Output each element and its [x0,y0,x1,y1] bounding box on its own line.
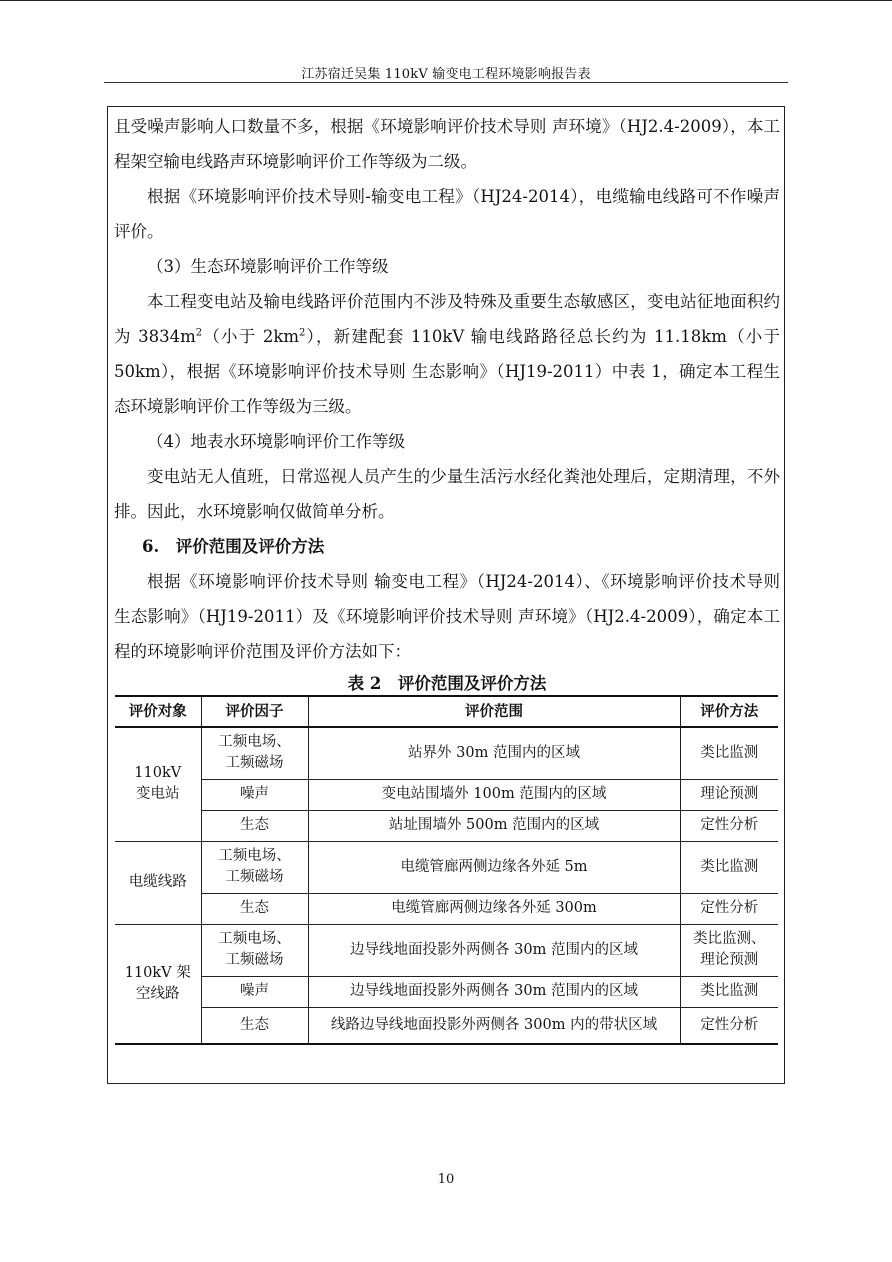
running-header: 江苏宿迁吴集 110kV 输变电工程环境影响报告表 [301,67,591,82]
paragraph-ecology-grade: 本工程变电站及输电线路评价范围内不涉及特殊及重要生态敏感区，变电站征地面积约为 $3834m^2$（小于 $2km^2$），新建配套 110kV 输电线路路径总长约为 11.18km（小于 50km），根据《环境影响评价技术导则 生态影响》（HJ19-2011）中表 1，确定本工程生态环境影响评价工作等级为三级。 [114,292,780,416]
paragraph-scope-intro: 根据《环境影响评价技术导则 输变电工程》（HJ24-2014）、《环境影响评价技术导则 生态影响》（HJ19-2011）及《环境影响评价技术导则 声环境》（HJ2.4-2009），确定本工程的环境影响评价范围及评价方法如下： [114,572,780,661]
factor-cell-line: 工频磁场 [225,755,284,772]
method-cell-line: 类比监测 [700,858,759,875]
paragraph-cable-noise: 根据《环境影响评价技术导则-输变电工程》（HJ24-2014），电缆输电线路可不作噪声评价。 [114,187,780,241]
table-row [115,893,778,924]
factor-cell-line: 工频磁场 [225,869,284,885]
method-cell-line: 类比监测 [700,744,759,761]
method-cell-line: 类比监测 [700,983,759,999]
method-cell-line: 定性分析 [700,900,759,916]
range-cell: 站界外 30m 范围内的区域 [308,727,680,779]
table-row [115,1007,778,1044]
header-cell: 评价对象 [115,696,201,727]
object-cell-line: 变电站 [136,786,180,803]
factor-cell-line: 生态 [240,900,269,916]
header-cell: 评价因子 [201,696,308,727]
method-cell [680,810,778,841]
method-cell-line: 类比监测、 [693,931,766,947]
factor-cell [201,779,308,810]
object-cell [115,924,201,1044]
range-cell: 变电站围墙外 100m 范围内的区域 [308,779,680,810]
subheading-water-grade: （4）地表水环境影响评价工作等级 [147,432,405,451]
header-rule [104,82,788,83]
object-cell-line: 空线路 [136,985,180,1002]
method-cell [680,779,778,810]
factor-cell-line: 工频磁场 [225,952,284,968]
method-cell-line: 理论预测 [700,952,759,968]
factor-cell-line: 噪声 [240,983,269,999]
evaluation-scope-table [115,695,778,1045]
top-border-line [0,0,892,1]
factor-cell [201,1007,308,1044]
range-cell: 边导线地面投影外两侧各 30m 范围内的区域 [308,924,680,976]
object-cell [115,727,201,841]
table-row [115,841,778,893]
table-row [115,727,778,779]
method-cell [680,841,778,893]
factor-cell-line: 生态 [240,1016,269,1033]
range-cell: 站址围墙外 500m 范围内的区域 [308,810,680,841]
table-caption: 表 2 评价范围及评价方法 [347,674,547,693]
header-cell: 评价范围 [308,696,680,727]
table-body [115,727,778,1044]
factor-cell-line: 生态 [240,817,269,833]
factor-cell [201,727,308,779]
factor-cell-line: 工频电场、 [218,848,291,864]
factor-cell-line: 工频电场、 [218,734,291,751]
object-cell-line: 110kV 架 [124,964,191,981]
paragraph-water-grade: 变电站无人值班，日常巡视人员产生的少量生活污水经化粪池处理后，定期清理，不外排。因此，水环境影响仅做简单分析。 [114,467,780,521]
method-cell-line: 定性分析 [700,817,759,833]
method-cell-line: 理论预测 [700,786,759,802]
page-number: 10 [437,1172,455,1187]
body-text [114,109,780,669]
object-cell [115,841,201,924]
table-row [115,924,778,976]
factor-cell [201,841,308,893]
table-row [115,779,778,810]
method-cell [680,727,778,779]
method-cell [680,924,778,976]
header-cell: 评价方法 [680,696,778,727]
object-cell-line: 110kV [134,765,182,782]
method-cell [680,976,778,1007]
range-cell: 边导线地面投影外两侧各 30m 范围内的区域 [308,976,680,1007]
factor-cell-line: 噪声 [240,786,269,802]
factor-cell [201,976,308,1007]
factor-cell-line: 工频电场、 [218,931,291,947]
range-cell: 线路边导线地面投影外两侧各 300m 内的带状区域 [308,1007,680,1044]
range-cell: 电缆管廊两侧边缘各外延 5m [308,841,680,893]
factor-cell [201,810,308,841]
section-heading-scope: 6. 评价范围及评价方法 [142,537,325,556]
table-row [115,976,778,1007]
factor-cell [201,893,308,924]
object-cell-line: 电缆线路 [128,874,187,890]
factor-cell [201,924,308,976]
paragraph-noise-grade: 且受噪声影响人口数量不多，根据《环境影响评价技术导则 声环境》（HJ2.4-2009），本工程架空输电线路声环境影响评价工作等级为二级。 [114,117,780,171]
method-cell [680,1007,778,1044]
method-cell [680,893,778,924]
table-row [115,810,778,841]
subheading-ecology-grade: （3）生态环境影响评价工作等级 [147,257,389,276]
range-cell: 电缆管廊两侧边缘各外延 300m [308,893,680,924]
method-cell-line: 定性分析 [700,1016,759,1033]
table-header-row [115,696,778,727]
